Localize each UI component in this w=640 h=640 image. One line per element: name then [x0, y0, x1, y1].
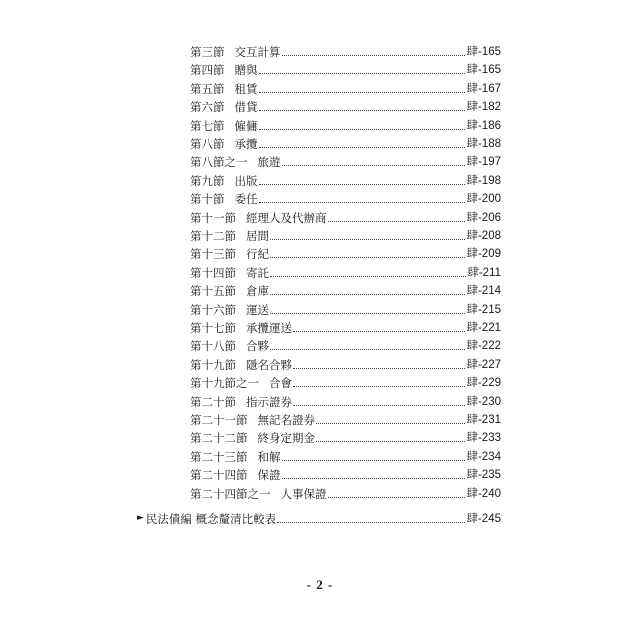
toc-entry-title: 倉庫 [246, 284, 269, 299]
toc-entry-section: 第十九節之一 [190, 376, 259, 391]
toc-entry-title: 無記名證券 [257, 413, 315, 427]
toc-entry-page: 肆-188 [466, 138, 501, 150]
toc-entry-title: 保證 [257, 468, 281, 483]
toc-entry-title: 贈與 [234, 63, 258, 78]
toc-entry-title: 交互計算 [234, 45, 281, 59]
toc-entry-title: 合夥 [246, 339, 269, 354]
toc-entry-page: 肆-234 [466, 450, 501, 463]
toc-entry[interactable] [190, 337, 501, 355]
dot-leader [270, 312, 465, 314]
toc-entry-page: 肆-208 [466, 230, 501, 242]
dot-leader [282, 54, 466, 56]
dot-leader [270, 293, 465, 295]
toc-entry[interactable] [190, 61, 501, 79]
dot-leader [277, 521, 465, 523]
dot-leader [259, 146, 466, 148]
toc-entry[interactable] [190, 98, 501, 116]
toc-entry-section: 第九節 [190, 173, 225, 188]
toc-entry-summary-table[interactable] [137, 510, 501, 528]
toc-entry-section: 第二十三節 [190, 449, 248, 464]
dot-leader [293, 385, 465, 387]
toc-entry-page: 肆-235 [466, 469, 501, 482]
dot-leader [282, 164, 466, 166]
toc-entry-section: 第十節 [190, 192, 225, 207]
toc-entry-section: 第二十節 [190, 394, 236, 409]
toc-entry-title: 委任 [234, 192, 258, 207]
toc-entry-page: 肆-167 [466, 82, 501, 95]
toc-entry-section: 第二十二節 [190, 431, 248, 446]
toc-entry-title: 借貸 [234, 100, 258, 115]
toc-entry-title: 旅遊 [257, 155, 281, 170]
toc-entry-page: 肆-230 [466, 395, 501, 408]
dot-leader [270, 275, 466, 277]
toc-entry[interactable] [190, 264, 501, 282]
toc-entry[interactable] [190, 429, 501, 447]
toc-entry-page: 肆-211 [467, 266, 501, 279]
toc-entry-title: 行紀 [246, 247, 269, 262]
toc-entry[interactable] [190, 411, 501, 429]
toc-entry-title: 出版 [234, 173, 258, 188]
toc-entry-page: 肆-227 [466, 358, 501, 371]
toc-entry-section: 第十二節 [190, 229, 236, 243]
dot-leader [282, 477, 466, 479]
toc-entry-section: 第十八節 [190, 339, 236, 354]
toc-entry[interactable] [190, 301, 501, 319]
toc-entry-page: 肆-182 [466, 101, 501, 114]
toc-entry-section: 第十一節 [190, 210, 236, 225]
toc-entry-section: 第二十四節 [190, 468, 248, 483]
toc-entry-title: 運送 [246, 302, 269, 317]
toc-entry[interactable] [190, 153, 501, 171]
toc-entry-page: 肆-197 [466, 156, 501, 169]
dot-leader [293, 330, 465, 332]
toc-entry-page: 肆-222 [466, 340, 501, 353]
toc-entry-page: 肆-165 [466, 46, 501, 58]
toc-entry-title: 寄託 [246, 265, 269, 280]
dot-leader [259, 72, 466, 74]
toc-entry-title: 民法債編 概念釐清比較表 [145, 512, 277, 526]
toc-entry-section: 第二十四節之一 [190, 486, 271, 501]
toc-entry-title: 居間 [246, 229, 269, 243]
toc-entry-page: 肆-206 [466, 211, 501, 224]
toc-entry-section: 第十九節 [190, 357, 236, 372]
toc-entry[interactable] [190, 227, 501, 245]
toc-entry-page: 肆-233 [466, 432, 501, 445]
toc-entry-section: 第十七節 [190, 321, 236, 335]
toc-entry[interactable] [190, 172, 501, 190]
toc-entry[interactable] [190, 393, 501, 411]
toc-entry-page: 肆-209 [466, 248, 501, 261]
toc-entry-title: 人事保證 [280, 486, 327, 501]
toc-entry-title: 承攬 [234, 137, 258, 151]
toc-entry-section: 第八節之一 [190, 155, 248, 170]
toc-entry[interactable] [190, 245, 501, 263]
toc-entry-section: 第十三節 [190, 247, 236, 262]
toc-entry-section: 第五節 [190, 81, 225, 96]
toc-entry-section: 第十六節 [190, 302, 236, 317]
toc-entry[interactable] [190, 135, 501, 153]
toc-entry-page: 肆-215 [466, 303, 501, 316]
toc-entry-page: 肆-165 [466, 64, 501, 77]
dot-leader [259, 201, 466, 203]
toc-entry-title: 經理人及代辦商 [246, 210, 327, 225]
toc-entry-title: 僱傭 [234, 118, 258, 133]
toc-entry-page: 肆-229 [466, 377, 501, 390]
toc-entry-title: 租賃 [234, 81, 258, 96]
toc-entry-title: 承攬運送 [246, 321, 292, 335]
toc-entry-section: 第四節 [190, 63, 225, 78]
toc-entry-title: 指示證券 [246, 394, 292, 409]
dot-leader [270, 238, 465, 240]
dot-leader [259, 109, 466, 111]
dot-leader [259, 128, 466, 130]
dot-leader [282, 459, 466, 461]
toc-entry-page: 肆-200 [466, 193, 501, 206]
toc-entry-section: 第七節 [190, 118, 225, 133]
toc-entry-title: 終身定期金 [257, 431, 315, 446]
dot-leader [328, 220, 466, 222]
toc-entry[interactable] [190, 43, 501, 61]
toc-entry-page: 肆-231 [466, 414, 501, 426]
toc-entry[interactable] [190, 209, 501, 227]
toc-entry-section: 第二十一節 [190, 413, 248, 427]
toc-entry-page: 肆-198 [466, 174, 501, 187]
toc-entry-title: 合會 [269, 376, 292, 391]
toc-entry-page: 肆-240 [466, 487, 501, 500]
dot-leader [293, 404, 465, 406]
toc-entry[interactable] [190, 282, 501, 300]
toc-entry[interactable] [190, 466, 501, 484]
toc-entry[interactable] [190, 190, 501, 208]
toc-entry[interactable] [190, 485, 501, 503]
toc-entry[interactable] [190, 356, 501, 374]
page-number: - 2 - [306, 577, 334, 592]
toc-entry[interactable] [190, 80, 501, 98]
toc-entry-title: 隱名合夥 [246, 357, 292, 372]
toc-entry[interactable] [190, 319, 501, 337]
toc-entry-section: 第三節 [190, 45, 225, 59]
toc-entry[interactable] [190, 117, 501, 135]
toc-entry-page: 肆-186 [466, 119, 501, 132]
dot-leader [316, 422, 465, 424]
toc-entry-section: 第十五節 [190, 284, 236, 299]
toc-entry-section: 第八節 [190, 137, 225, 151]
dot-leader [259, 183, 466, 185]
toc-entry-page: 肆-245 [466, 513, 501, 525]
toc-entry-page: 肆-214 [466, 285, 501, 298]
toc-entry[interactable] [190, 448, 501, 466]
toc-entry-title: 和解 [257, 449, 281, 464]
toc-entry-section: 第十四節 [190, 265, 236, 280]
dot-leader [316, 440, 465, 442]
dot-leader [293, 367, 465, 369]
dot-leader [328, 496, 466, 498]
dot-leader [270, 348, 465, 350]
dot-leader [259, 91, 466, 93]
triangle-bullet-icon: ► [137, 513, 144, 523]
toc-entry-page: 肆-221 [466, 322, 501, 334]
toc-entry[interactable] [190, 374, 501, 392]
dot-leader [270, 256, 465, 258]
toc-entry-section: 第六節 [190, 100, 225, 115]
